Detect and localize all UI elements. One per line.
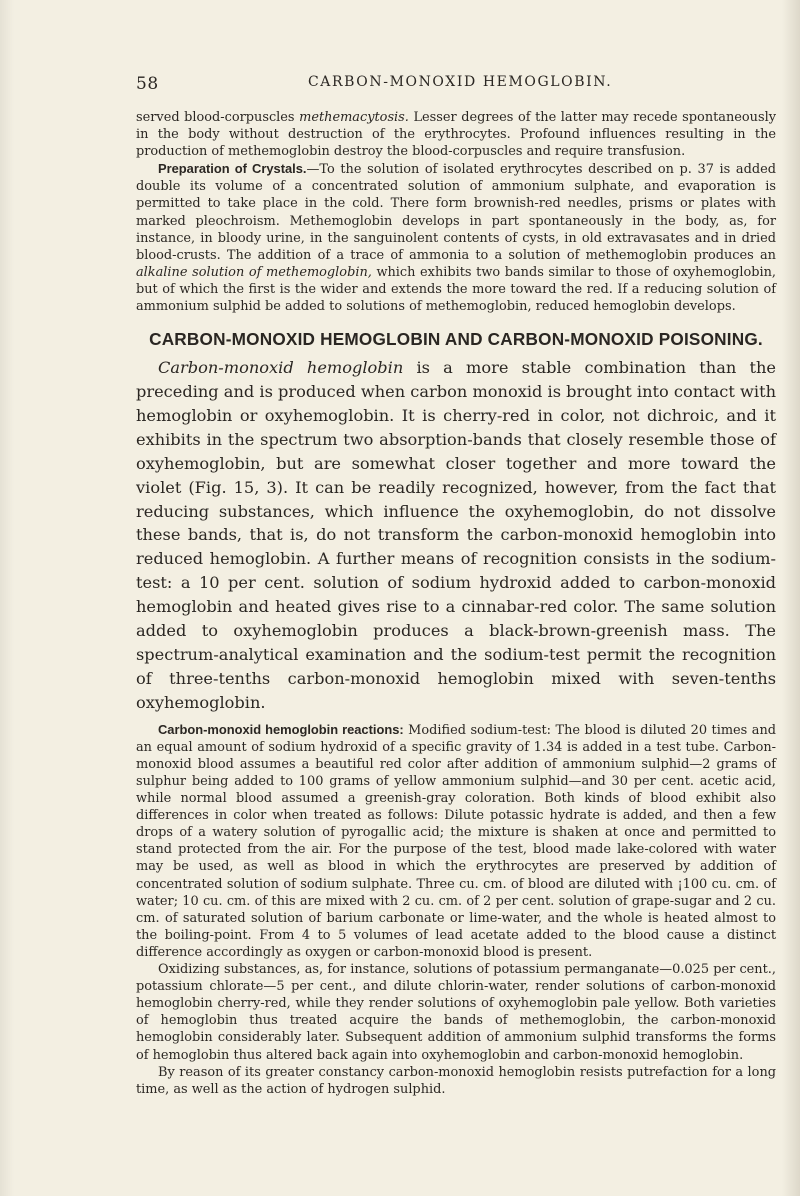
paragraph-oxidizing-substances: Oxidizing substances, as, for instance, solutions of potassium permanganate—0.025 per cent., potassium chlorate—5 per cent., and dilute chlorin-water, render solutions of carbon-monoxid hemoglobin cherry-red, while they render solutions of oxyhemoglobin pale yellow. Both varieties of hemoglobin thus treated acquire the bands of methemoglobin, the carbon-monoxid hemoglobin considerably later. Subsequent addition of ammonium sulphid transforms the forms of hemoglobin thus altered back again into oxyhemoglobin and carbon-monoxid hemoglobin. <box>136 962 776 1063</box>
paragraph-putrefaction: By reason of its greater constancy carbon-monoxid hemoglobin resists putrefaction for a long time, as well as the action of hydrogen sulphid. <box>136 1064 776 1097</box>
run-in-heading-reactions: Carbon-monoxid hemoglobin reactions: <box>158 721 404 737</box>
run-in-heading-preparation: Preparation of Crystals. <box>158 161 307 177</box>
term-alkaline-solution: alkaline solution of methemoglobin, <box>136 264 372 280</box>
paragraph-preparation-of-crystals: Preparation of Crystals.—To the solution of isolated erythrocytes described on p. 37 is added double its volume of a concentrated solution of ammonium sulphate, and evaporation is permitted to take place in the cold. There form brownish-red needles, prisms or plates with marked pleochroism. Methemoglobin develops in part spontaneously in the body, as, for instance, in bloody urine, in the sanguinolent contents of cysts, in old extravasates and in dried blood-crusts. The addition of a trace of ammonia to a solution of methemoglobin produces an alkaline solution of methemoglobin, which exhibits two bands similar to those of oxyhemoglobin, but of which the first is the wider and extends the more toward the red. If a reducing solution of ammonium sulphid be added to solutions of methemoglobin, reduced hemoglobin develops. <box>136 161 776 315</box>
running-title: CARBON-MONOXID HEMOGLOBIN. <box>308 74 613 90</box>
term-methemacytosis: methemacytosis. <box>299 110 409 125</box>
paragraph-reactions: Carbon-monoxid hemoglobin reactions: Modified sodium-test: The blood is diluted 20 times and an equal amount of sodium hydroxid of a specific gravity of 1.34 is added in a test tube. Carbon-monoxid blood assumes a beautiful red color after addition of ammonium sulphid—2 grams of sulphur being added to 100 grams of yellow ammonium sulphid—and 30 per cent. acetic acid, while normal blood assumed a greenish-gray coloration. Both kinds of blood exhibit also differences in color when treated as follows: Dilute potassic hydrate is added, and then a few drops of a watery solution of pyrogallic acid; the mixture is shaken at once and permitted to stand protected from the air. For the purpose of the test, blood made lake-colored with water may be used, as well as blood in which the erythrocytes are preserved by addition of concentrated solution of sodium sulphate. Three cu. cm. of blood are diluted with ¡100 cu. cm. of water; 10 cu. cm. of this are mixed with 2 cu. cm. of 2 per cent. solution of grape-sugar and 2 cu. cm. of saturated solution of barium carbonate or lime-water, and the whole is heated almost to the boiling-point. From 4 to 5 volumes of lead acetate added to the blood cause a distinct difference accordingly as oxygen or carbon-monoxid blood is present. <box>136 721 776 960</box>
term-carbon-monoxid-hemoglobin: Carbon-monoxid hemoglobin <box>158 358 404 378</box>
page-body <box>136 109 776 1098</box>
paragraph-carbon-monoxid-hemoglobin: Carbon-monoxid hemoglobin is a more stable combination than the preceding and is produced when carbon monoxid is brought into contact with hemoglobin or oxyhemoglobin. It is cherry-red in color, not dichroic, and it exhibits in the spectrum two absorption-bands that closely resemble those of oxyhemoglobin, but are somewhat closer together and more toward the violet (Fig. 15, 3). It can be readily recognized, however, from the fact that reducing substances, which influence the oxyhemoglobin, do not dissolve these bands, that is, do not transform the carbon-monoxid hemoglobin into reduced hemoglobin. A further means of recognition consists in the sodium-test: a 10 per cent. solution of sodium hydroxid added to carbon-monoxid hemoglobin and heated gives rise to a cinnabar-red color. The same solution added to oxyhemoglobin produces a black-brown-greenish mass. The spectrum-analytical examination and the sodium-test permit the recognition of three-tenths carbon-monoxid hemoglobin mixed with seven-tenths oxyhemoglobin. <box>136 358 777 712</box>
section-heading: CARBON-MONOXID HEMOGLOBIN AND CARBON-MONOXID POISONING. <box>149 329 763 350</box>
page-header <box>136 74 776 96</box>
paragraph-methemacytosis: served blood-corpuscles methemacytosis. Lesser degrees of the latter may recede spontaneously in the body without destruction of the erythrocytes. Profound influences resulting in the production of methemoglobin destroy the blood-corpuscles and require transfusion. <box>136 110 776 160</box>
page-number: 58 <box>136 74 159 94</box>
page-edge-shadow <box>782 0 800 1196</box>
